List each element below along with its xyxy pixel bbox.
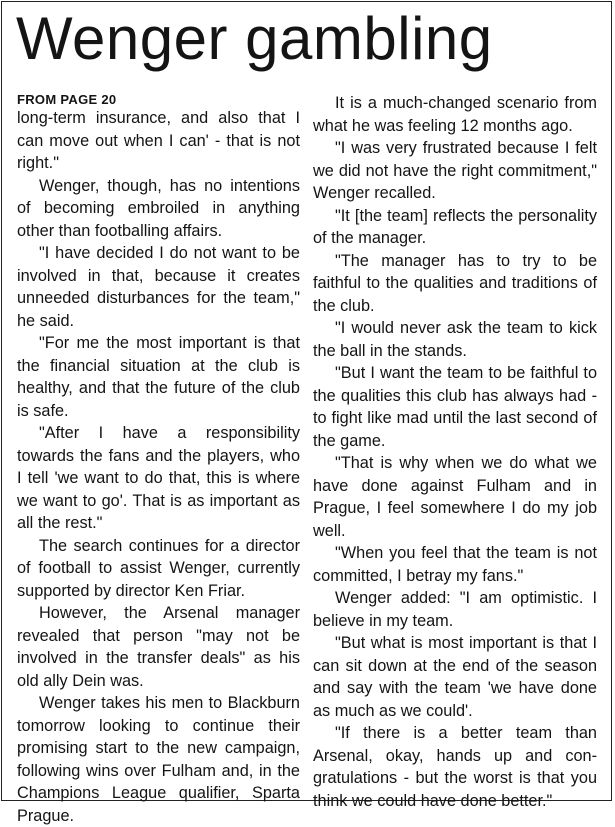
paragraph: "I have decided I do not want to be involved in that, because it creates unneeded disturbances for the team," he said.: [17, 244, 300, 330]
paragraph: "But I want the team to be faithful to the qualities this club has always had - to fight like mad until the last second of the game.: [313, 364, 597, 450]
paragraph: The search continues for a director of football to assist Wenger, currently supported by director Ken Friar.: [17, 536, 300, 600]
paragraph: Wenger takes his men to Blackburn tomorrow looking to continue their promising start to the new campaign, following wins over Fulham and, in the Champions League qualifier, Sparta Prague.: [17, 694, 300, 825]
paragraph: Wenger, though, has no intentions of becoming embroiled in anything other than footballing affairs.: [17, 176, 300, 240]
headline: Wenger gambling: [16, 5, 493, 72]
paragraph: "For me the most important is that the financial situation at the club is healthy, and that the future of the club is safe.: [17, 334, 300, 420]
paragraph: However, the Arsenal manager revealed that person "may not be involved in the transfer deals" as his old ally Dein was.: [17, 604, 300, 690]
paragraph: "But what is most important is that I can sit down at the end of the season and say with the team 'we have done as much as we could'.: [313, 634, 597, 720]
paragraph: "After I have a responsibility towards the fans and the players, who I tell 'we want to do that, this is where we want to go'. That is as important as all the rest.": [17, 424, 300, 532]
paragraph: "I would never ask the team to kick the ball in the stands.: [313, 319, 597, 360]
paragraph: "The manager has to try to be faithful to the qualities and traditions of the club.: [313, 251, 597, 315]
paragraph: "If there is a better team than Arsenal, okay, hands up and congratulations - but the worst is that you think we could have done better.": [313, 724, 597, 810]
kicker: FROM PAGE 20: [17, 92, 117, 107]
paragraph: "It [the team] reflects the personality of the manager.: [313, 206, 597, 247]
paragraph: "That is why when we do what we have done against Fulham and in Prague, I feel somewhere I do my job well.: [313, 454, 597, 540]
left-column: [17, 92, 300, 827]
paragraph: Wenger added: "I am optimistic. I believe in my team.: [313, 589, 597, 630]
paragraph: long-term insurance, and also that I can move out when I can' - that is not right.": [17, 109, 300, 172]
paragraph: "I was very frustrated because I felt we did not have the right commitment," Wenger recalled.: [313, 139, 597, 202]
right-column: [313, 92, 597, 812]
paragraph: "When you feel that the team is not committed, I betray my fans.": [313, 544, 597, 585]
paragraph: It is a much-changed scenario from what he was feeling 12 months ago.: [313, 94, 597, 135]
